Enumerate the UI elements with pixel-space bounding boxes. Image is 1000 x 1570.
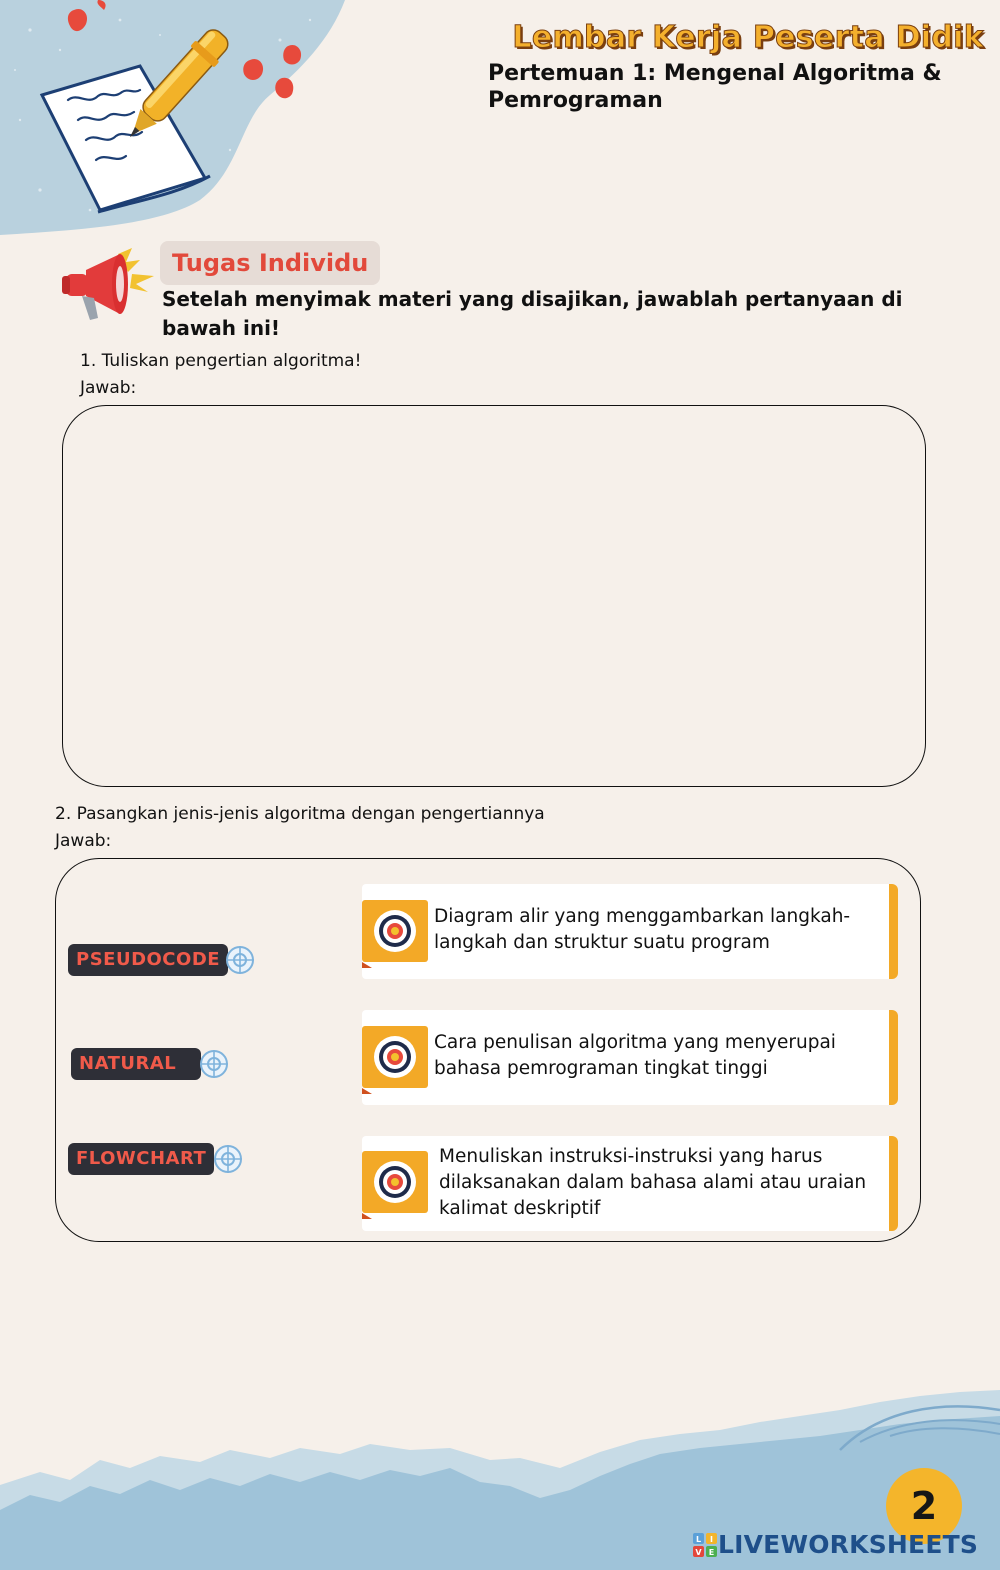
- question-1-answer-label: Jawab:: [80, 378, 137, 398]
- worksheet-subtitle: Pertemuan 1: Mengenal Algoritma & Pemrograman: [488, 61, 942, 113]
- term-flowchart: FLOWCHART: [68, 1143, 214, 1175]
- question-2-answer-label: Jawab:: [55, 831, 112, 851]
- megaphone-icon: [56, 246, 156, 326]
- worksheet-title: Lembar Kerja Peserta Didik: [512, 20, 984, 55]
- term-pseudocode: PSEUDOCODE: [68, 944, 228, 976]
- liveworksheets-logo: [692, 1530, 988, 1560]
- liveworksheets-blocks-icon: [692, 1532, 718, 1558]
- target-icon: [362, 1151, 428, 1219]
- match-handle-flowchart-icon[interactable]: [212, 1143, 244, 1175]
- target-icon: [362, 900, 428, 968]
- match-handle-natural-icon[interactable]: [198, 1048, 230, 1080]
- logo-block-letter-l: L: [695, 1535, 702, 1544]
- definition-text-2: Cara penulisan algoritma yang menyerupai bahasa pemrograman tingkat tinggi: [434, 1032, 836, 1079]
- notebook-pen-illustration: [0, 0, 350, 240]
- logo-block-letter-e: E: [708, 1548, 715, 1557]
- task-instruction: Setelah menyimak materi yang disajikan, jawablah pertanyaan di bawah ini!: [162, 287, 903, 340]
- definition-text-3: Menuliskan instruksi-instruksi yang harus dilaksanakan dalam bahasa alami atau uraian kalimat deskriptif: [439, 1146, 867, 1219]
- term-natural: NATURAL: [71, 1048, 201, 1080]
- question-1-answer-input[interactable]: [62, 405, 926, 787]
- question-2-prompt: 2. Pasangkan jenis-jenis algoritma dengan pengertiannya: [55, 804, 545, 824]
- task-badge: Tugas Individu: [160, 241, 380, 285]
- definition-card-1[interactable]: [362, 884, 898, 979]
- logo-block-letter-i: I: [710, 1535, 713, 1544]
- definition-text-1: Diagram alir yang menggambarkan langkah-langkah dan struktur suatu program: [434, 906, 851, 953]
- page-number-badge: 2: [886, 1468, 962, 1544]
- question-1-prompt: 1. Tuliskan pengertian algoritma!: [80, 351, 362, 371]
- definition-card-3[interactable]: [362, 1136, 898, 1231]
- match-handle-pseudocode-icon[interactable]: [224, 944, 256, 976]
- liveworksheets-brand: LIVEWORKSHEETS: [718, 1530, 979, 1559]
- target-icon: [362, 1026, 428, 1094]
- definition-card-2[interactable]: [362, 1010, 898, 1105]
- logo-block-letter-v: V: [695, 1548, 702, 1557]
